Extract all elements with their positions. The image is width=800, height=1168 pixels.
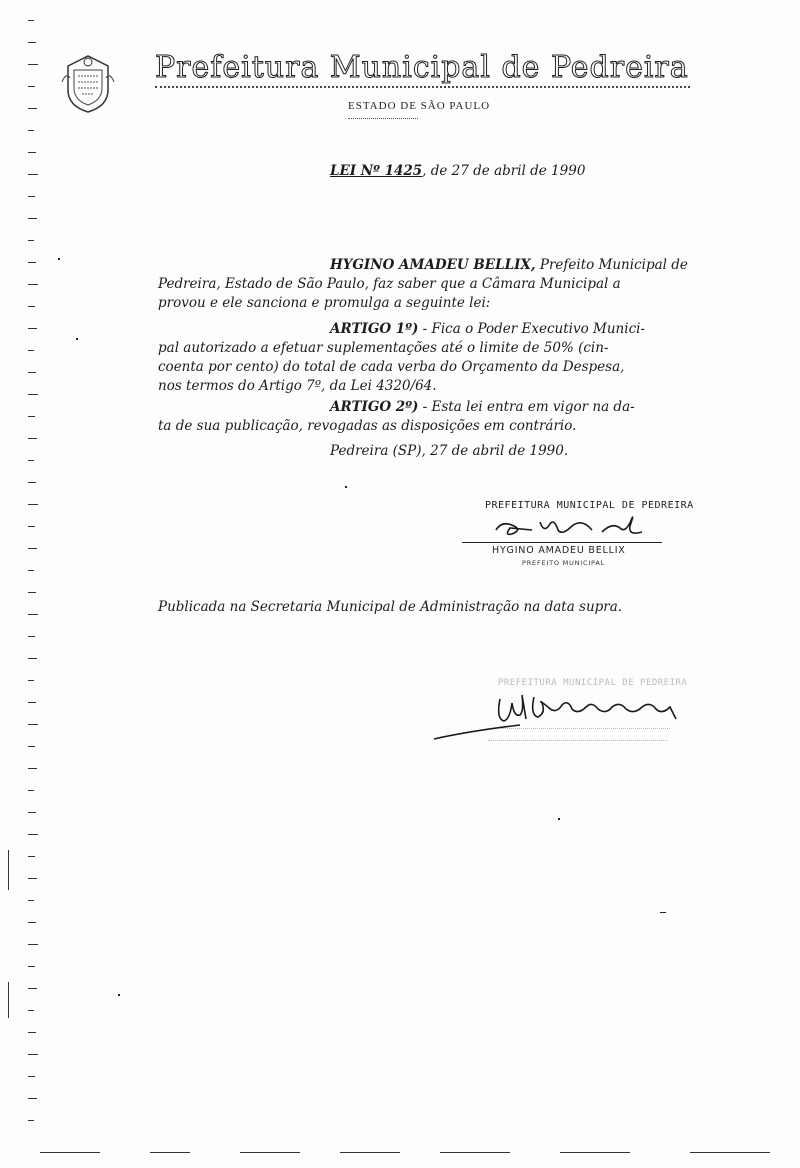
margin-tick [28,680,34,681]
secretary-signature [430,685,690,745]
margin-tick [28,504,38,505]
margin-tick [28,416,35,417]
preamble-line-3: provou e ele sanciona e promulga a seguinte lei: [158,295,491,311]
signature-stamp-org: PREFEITURA MUNICIPAL DE PEDREIRA [485,500,694,511]
margin-scan-marks [28,20,42,1150]
law-date: , de 27 de abril de 1990 [422,163,586,179]
stamp-faint-line [488,740,668,742]
margin-tick [28,746,35,747]
signatory-name: HYGINO AMADEU BELLIX [492,545,626,556]
margin-tick [28,988,37,989]
margin-tick [28,1076,35,1077]
margin-tick [28,636,35,637]
scan-edge-line [8,850,9,890]
margin-tick [28,394,38,395]
scan-speck [118,994,120,996]
margin-tick [28,482,36,483]
margin-tick [28,768,37,769]
publication-note: Publicada na Secretaria Municipal de Administração na data supra. [158,599,623,615]
article-2-label: ARTIGO 2º) [330,399,419,415]
margin-tick [28,350,34,351]
margin-tick [28,592,36,593]
mayor-signature [492,512,662,542]
footer-rule [240,1152,300,1153]
margin-tick [28,284,38,285]
mayor-name: HYGINO AMADEU BELLIX, [330,257,536,273]
margin-tick [28,614,38,615]
place-and-date: Pedreira (SP), 27 de abril de 1990. [330,443,569,459]
margin-tick [28,856,35,857]
margin-tick [28,812,36,813]
margin-tick [28,196,35,197]
margin-tick [28,328,37,329]
margin-tick [28,306,35,307]
article-1-line-2: pal autorizado a efetuar suplementações até o limite de 50% (cin- [158,340,609,356]
margin-tick [28,174,38,175]
margin-tick [28,130,34,131]
article-2-line-2: ta de sua publicação, revogadas as disposições em contrário. [158,418,577,434]
margin-tick [28,86,35,87]
margin-tick [28,790,34,791]
margin-tick [28,900,34,901]
margin-tick [28,64,38,65]
article-1-label: ARTIGO 1º) [330,321,419,337]
state-rule [348,118,418,120]
margin-tick [28,42,36,43]
margin-tick [28,834,38,835]
margin-tick [28,372,36,373]
scan-speck [660,912,666,913]
scan-speck [76,338,78,340]
state-name: ESTADO DE SÃO PAULO [348,100,491,112]
scan-speck [58,258,60,260]
signatory-title: PREFEITO MUNICIPAL [522,559,606,567]
margin-tick [28,20,34,21]
scan-speck [558,818,560,820]
margin-tick [28,944,38,945]
article-1-line-3: coenta por cento) do total de cada verba do Orçamento da Despesa, [158,359,625,375]
margin-tick [28,702,36,703]
margin-tick [28,724,38,725]
margin-tick [28,922,36,923]
secretary-stamp-org: PREFEITURA MUNICIPAL DE PEDREIRA [498,678,688,688]
margin-tick [28,1120,34,1121]
margin-tick [28,460,34,461]
law-number: LEI Nº 1425 [330,163,423,179]
margin-tick [28,526,35,527]
municipal-crest-icon [60,52,116,114]
margin-tick [28,152,36,153]
margin-tick [28,548,37,549]
article-1-line-1: ARTIGO 1º) - Fica o Poder Executivo Munici- [330,321,646,337]
footer-rule [440,1152,510,1153]
article-2-line-1: ARTIGO 2º) - Esta lei entra em vigor na da- [330,399,635,415]
margin-tick [28,108,37,109]
margin-tick [28,438,37,439]
footer-rule [690,1152,770,1153]
margin-tick [28,570,34,571]
signature-line [462,542,662,543]
margin-tick [28,262,36,263]
footer-rule [340,1152,400,1153]
footer-rule [40,1152,100,1153]
margin-tick [28,966,35,967]
letterhead-rule [155,86,690,90]
margin-tick [28,1032,36,1033]
municipality-letterhead: Prefeitura Municipal de Pedreira [155,50,689,85]
stamp-faint-line [500,728,670,730]
article-1-line-4: nos termos do Artigo 7º, da Lei 4320/64. [158,378,437,394]
footer-rule [150,1152,190,1153]
margin-tick [28,240,34,241]
law-title [330,162,585,181]
margin-tick [28,1010,34,1011]
scan-edge-line [8,982,9,1018]
margin-tick [28,1054,38,1055]
scan-speck [345,486,347,488]
margin-tick [28,218,37,219]
margin-tick [28,658,37,659]
margin-tick [28,1098,37,1099]
preamble-line-2: Pedreira, Estado de São Paulo, faz saber que a Câmara Municipal a [158,276,621,292]
margin-tick [28,878,37,879]
preamble-line-1: HYGINO AMADEU BELLIX, Prefeito Municipal de [330,257,688,273]
footer-rule [560,1152,630,1153]
